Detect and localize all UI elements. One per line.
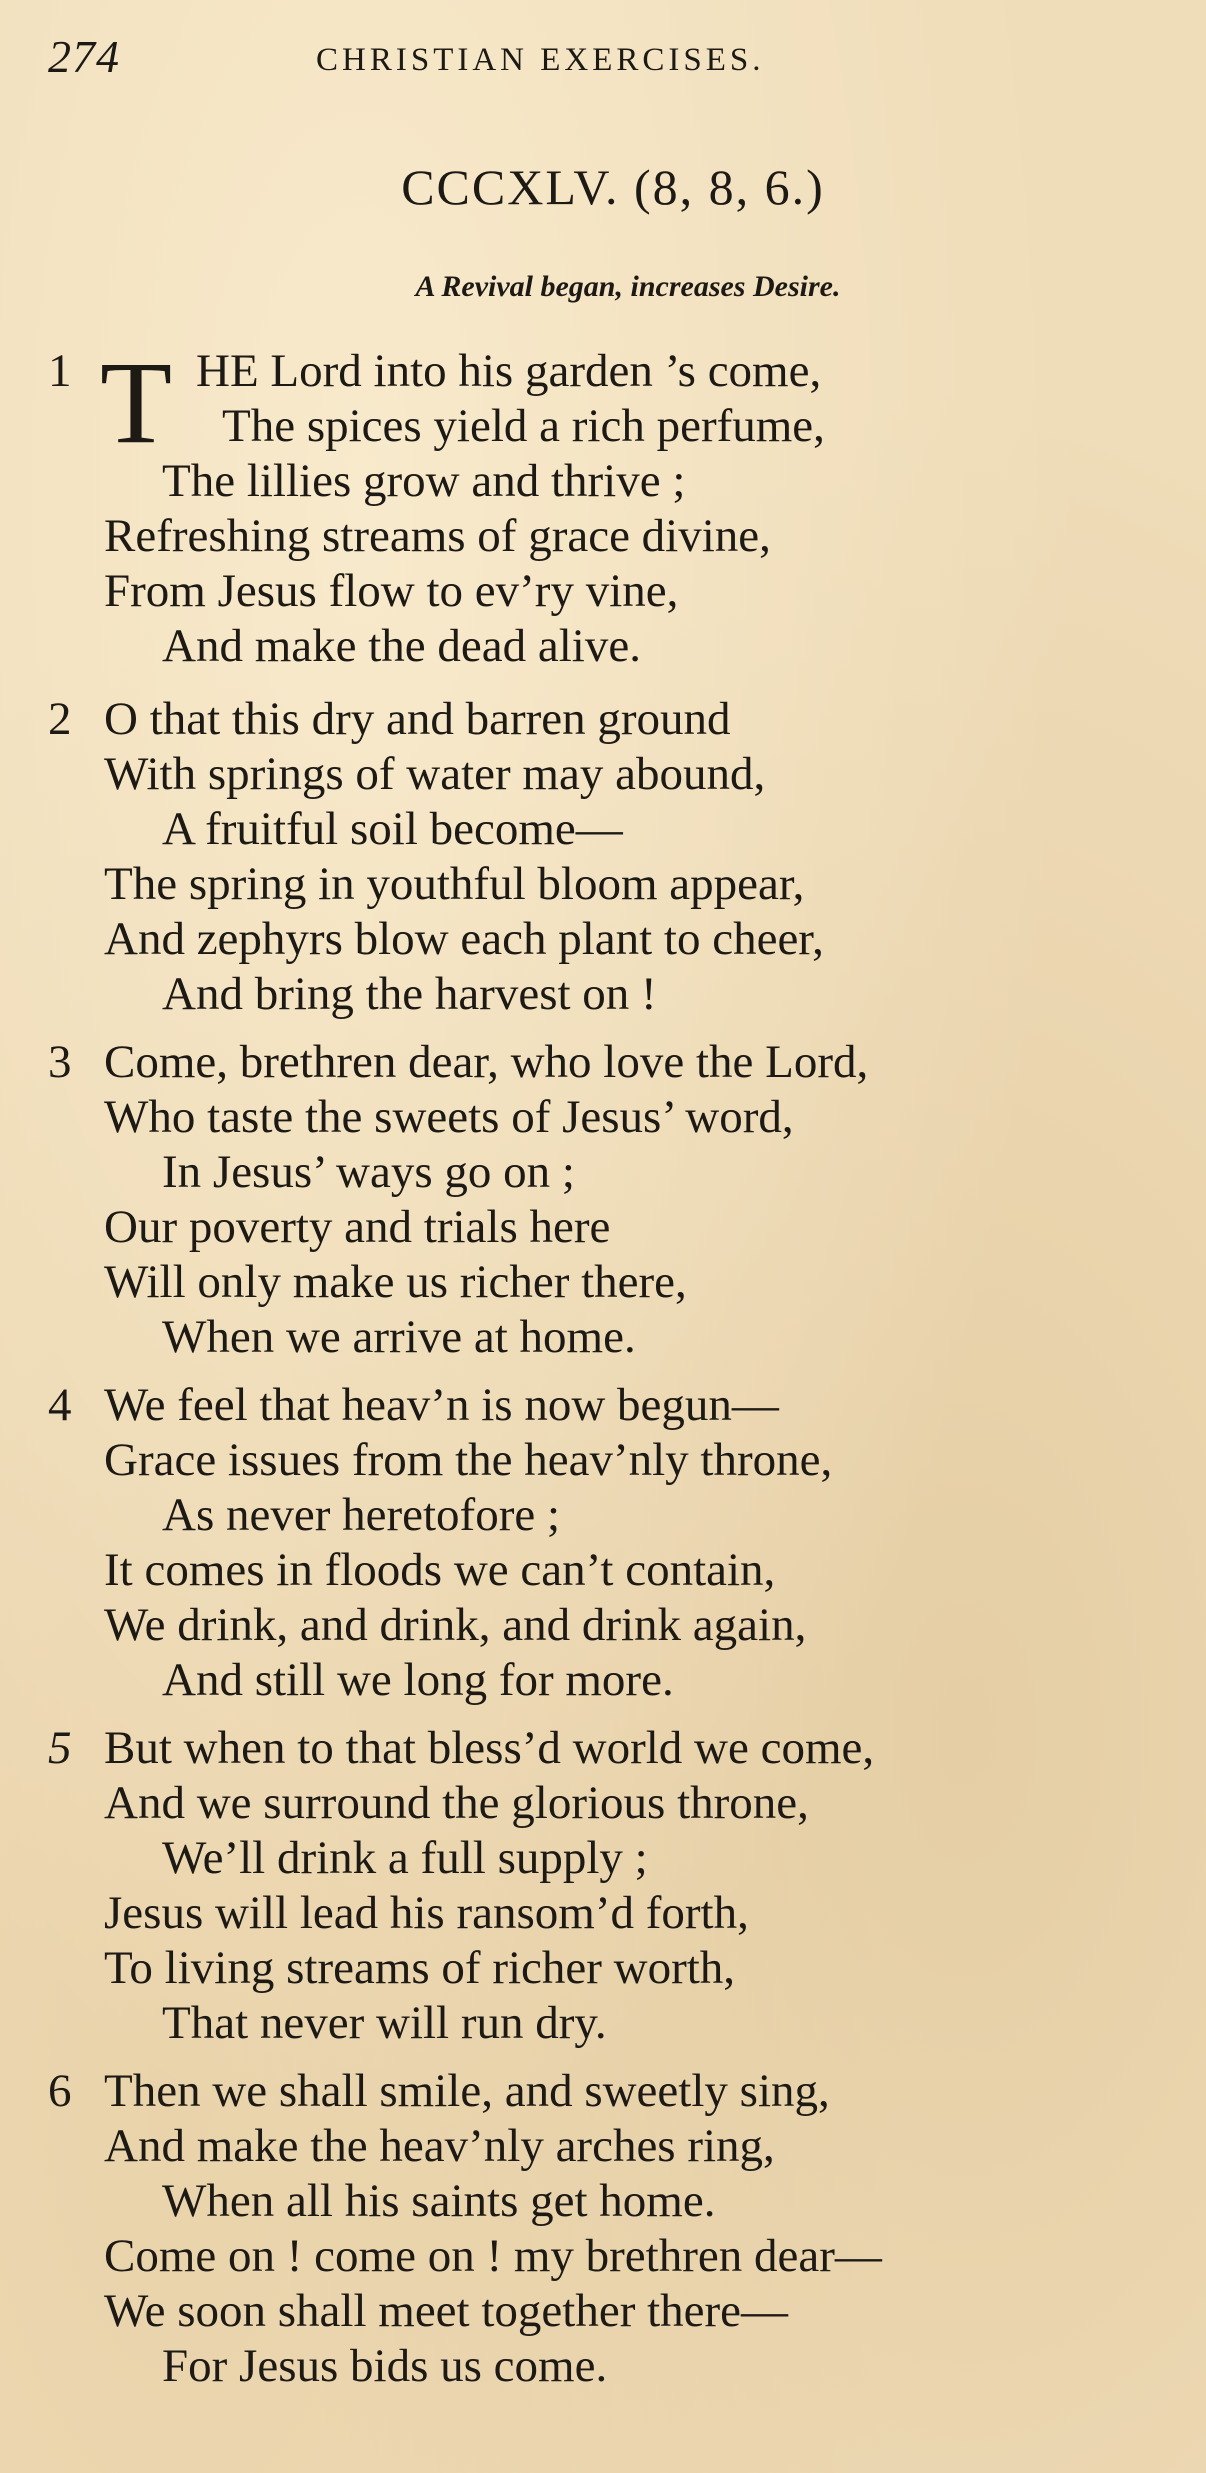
verse-line: To living streams of richer worth, [104,1942,736,1994]
verse-line: In Jesus’ ways go on ; [162,1146,575,1198]
stanza-number: 3 [48,1036,72,1088]
drop-cap: T [100,337,173,468]
stanza-number: 5 [48,1722,72,1774]
verse-line: Refreshing streams of grace divine, [104,510,771,562]
verse-line: And we surround the glorious throne, [104,1777,809,1829]
verse-line: And bring the harvest on ! [162,968,657,1020]
verse-line: HE Lord into his garden ’s come, [196,345,822,397]
verse-line: We feel that heav’n is now begun— [104,1379,779,1431]
hymn-number: CCCXLV. (8, 8, 6.) [401,159,825,215]
verse-line: Our poverty and trials here [104,1201,611,1253]
verse-line: And still we long for more. [162,1654,674,1706]
verse-line: We drink, and drink, and drink again, [104,1599,807,1651]
verse-line: Then we shall smile, and sweetly sing, [104,2065,830,2117]
hymn-subtitle: A Revival began, increases Desire. [415,270,841,303]
verse-line: It comes in floods we can’t contain, [104,1544,776,1596]
verse-line: Who taste the sweets of Jesus’ word, [104,1091,794,1143]
verse-line: Grace issues from the heav’nly throne, [104,1434,833,1486]
verse-line: As never heretofore ; [162,1489,561,1541]
verse-line: O that this dry and barren ground [104,693,731,745]
stanza-number: 6 [48,2065,72,2117]
verse-line: And make the heav’nly arches ring, [104,2120,775,2172]
verse-line: For Jesus bids us come. [162,2340,608,2392]
stanza-number: 1 [48,345,72,397]
verse-line: The spring in youthful bloom appear, [104,858,805,910]
verse-line: And make the dead alive. [162,620,641,672]
verse-line: Come on ! come on ! my brethren dear— [104,2230,882,2282]
verse-line: Come, brethren dear, who love the Lord, [104,1036,869,1088]
stanza-number: 4 [48,1379,72,1431]
verse-line: That never will run dry. [162,1997,607,2049]
verse-line: We soon shall meet together there— [104,2285,789,2337]
running-head [48,30,1166,90]
verse-line: Will only make us richer there, [104,1256,687,1308]
verse-line: When all his saints get home. [162,2175,716,2227]
verse-line: When we arrive at home. [162,1311,636,1363]
verse-line: From Jesus flow to ev’ry vine, [104,565,679,617]
stanza-number: 2 [48,693,72,745]
verse-line: But when to that bless’d world we come, [104,1722,875,1774]
verse-line: The lillies grow and thrive ; [162,455,686,507]
verse-line: With springs of water may abound, [104,748,766,800]
running-title: CHRISTIAN EXERCISES. [316,42,765,78]
verse-line: The spices yield a rich perfume, [222,400,825,452]
verse-line: And zephyrs blow each plant to cheer, [104,913,824,965]
verse-line: We’ll drink a full supply ; [162,1832,648,1884]
verse-line: A fruitful soil become— [162,803,623,855]
page-number: 274 [48,31,120,82]
verse-line: Jesus will lead his ransom’d forth, [104,1887,749,1939]
